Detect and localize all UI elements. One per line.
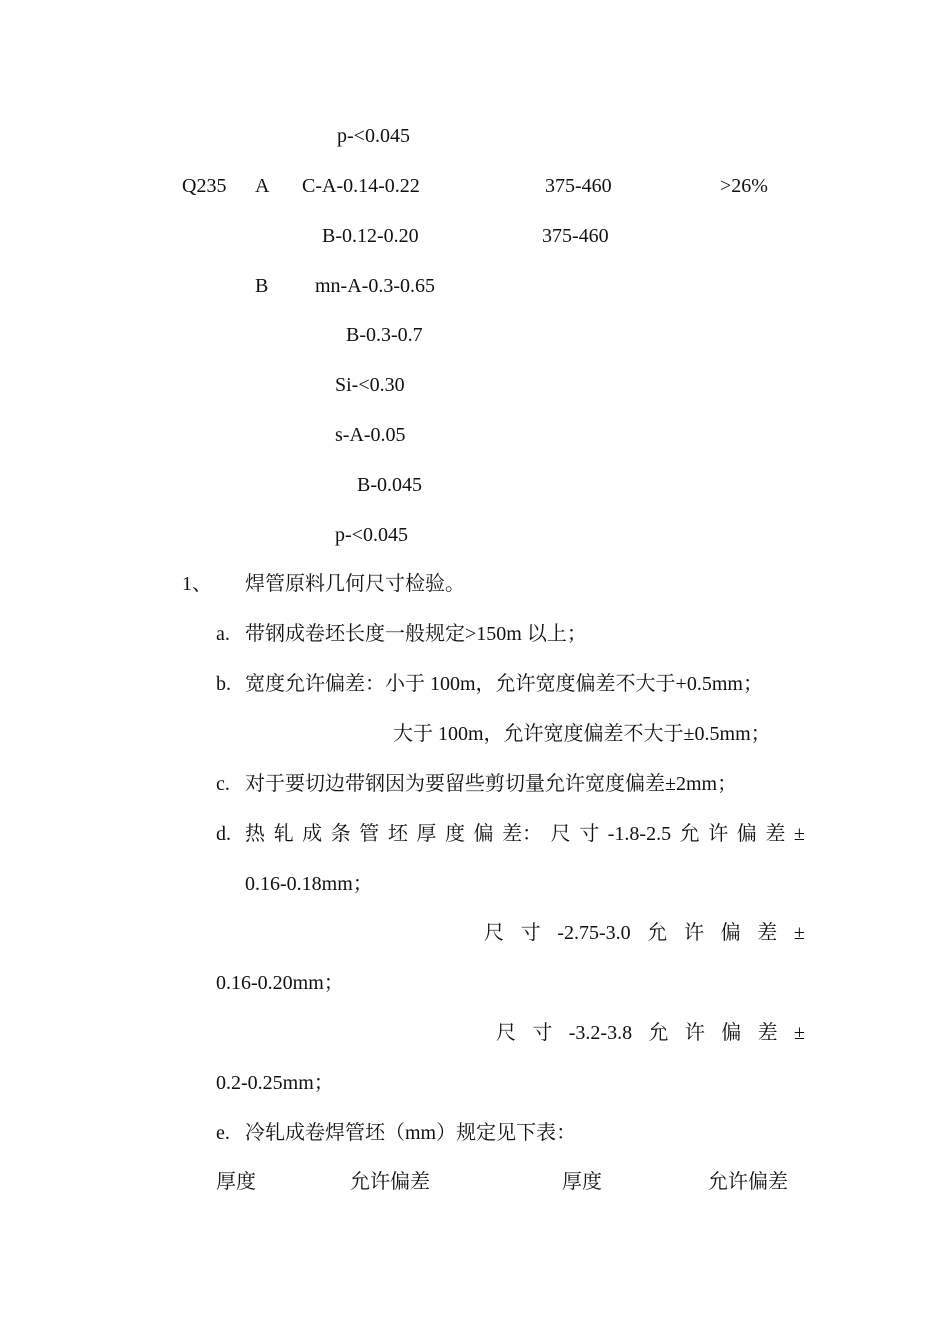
- word: 差：: [502, 823, 543, 845]
- table-header-thickness-2: 厚度: [562, 1171, 602, 1193]
- table-header-tolerance-2: 允许偏差: [708, 1171, 788, 1193]
- item-e-text: 冷轧成卷焊管坯（mm）规定见下表：: [245, 1122, 577, 1144]
- spec-c-a: C-A-0.14-0.22: [302, 175, 420, 197]
- word: 偏: [721, 1022, 742, 1044]
- spec-si: Si-<0.30: [335, 374, 405, 396]
- item-d-row3: [496, 1021, 805, 1045]
- word: 寸: [579, 823, 600, 845]
- spec-s-a: s-A-0.05: [335, 424, 406, 446]
- item-b-continuation: 大于 100m，允许宽度偏差不大于±0.5mm；: [393, 723, 771, 745]
- word: 寸: [532, 1022, 553, 1044]
- item-d-continuation: 0.16-0.18mm；: [245, 873, 373, 895]
- word: 许: [683, 922, 704, 944]
- spec-class-a: A: [255, 175, 270, 197]
- word: -1.8-2.5: [607, 823, 672, 845]
- item-e-marker: e.: [216, 1122, 230, 1144]
- word: 坯: [387, 823, 408, 845]
- spec-s-b: B-0.045: [357, 474, 422, 496]
- section-number: 1、: [182, 573, 212, 595]
- section-title: 焊管原料几何尺寸检验。: [245, 573, 465, 595]
- word: 偏: [736, 823, 757, 845]
- word: ±: [793, 1022, 805, 1044]
- item-a-text: 带钢成卷坯长度一般规定>150m 以上；: [245, 623, 587, 645]
- word: 寸: [520, 922, 541, 944]
- spec-grade: Q235: [182, 175, 227, 197]
- word: 差: [765, 823, 786, 845]
- word: 偏: [720, 922, 741, 944]
- word: 允: [648, 1022, 669, 1044]
- word: 许: [684, 1022, 705, 1044]
- word: 轧: [273, 823, 294, 845]
- word: 成: [302, 823, 323, 845]
- spec-tensile-2: 375-460: [542, 225, 609, 247]
- word: 度: [444, 823, 465, 845]
- item-a-marker: a.: [216, 623, 230, 645]
- spec-class-b: B: [255, 275, 269, 297]
- word: 尺: [496, 1022, 516, 1044]
- word: ±: [793, 922, 805, 944]
- spec-tensile-1: 375-460: [545, 175, 612, 197]
- spec-p-bottom: p-<0.045: [335, 524, 408, 546]
- item-d-row3-continuation: 0.2-0.25mm；: [216, 1072, 334, 1094]
- word: 许: [708, 823, 729, 845]
- word: 热: [245, 823, 265, 845]
- item-d-line: [245, 822, 805, 846]
- spec-mn-a: mn-A-0.3-0.65: [315, 275, 435, 297]
- word: 尺: [550, 823, 571, 845]
- word: -3.2-3.8: [568, 1022, 633, 1044]
- word: 偏: [473, 823, 494, 845]
- item-d-row2-continuation: 0.16-0.20mm；: [216, 972, 344, 994]
- spec-elongation: >26%: [720, 175, 768, 197]
- word: 尺: [484, 922, 504, 944]
- item-b-text: 宽度允许偏差：小于 100m，允许宽度偏差不大于+0.5mm；: [245, 673, 763, 695]
- item-c-text: 对于要切边带钢因为要留些剪切量允许宽度偏差±2mm；: [245, 773, 738, 795]
- item-c-marker: c.: [216, 773, 230, 795]
- word: 条: [330, 823, 351, 845]
- table-header-thickness-1: 厚度: [216, 1171, 256, 1193]
- word: 允: [679, 823, 700, 845]
- word: ±: [793, 823, 805, 845]
- word: -2.75-3.0: [557, 922, 631, 944]
- item-d-marker: d.: [216, 823, 231, 845]
- table-header-tolerance-1: 允许偏差: [350, 1171, 430, 1193]
- item-b-marker: b.: [216, 673, 231, 695]
- word: 厚: [416, 823, 437, 845]
- spec-p-top: p-<0.045: [337, 125, 410, 147]
- word: 允: [647, 922, 668, 944]
- spec-mn-b: B-0.3-0.7: [346, 324, 423, 346]
- word: 差: [757, 922, 778, 944]
- item-d-row2: [484, 921, 805, 945]
- word: 管: [359, 823, 380, 845]
- word: 差: [757, 1022, 778, 1044]
- spec-c-b: B-0.12-0.20: [322, 225, 419, 247]
